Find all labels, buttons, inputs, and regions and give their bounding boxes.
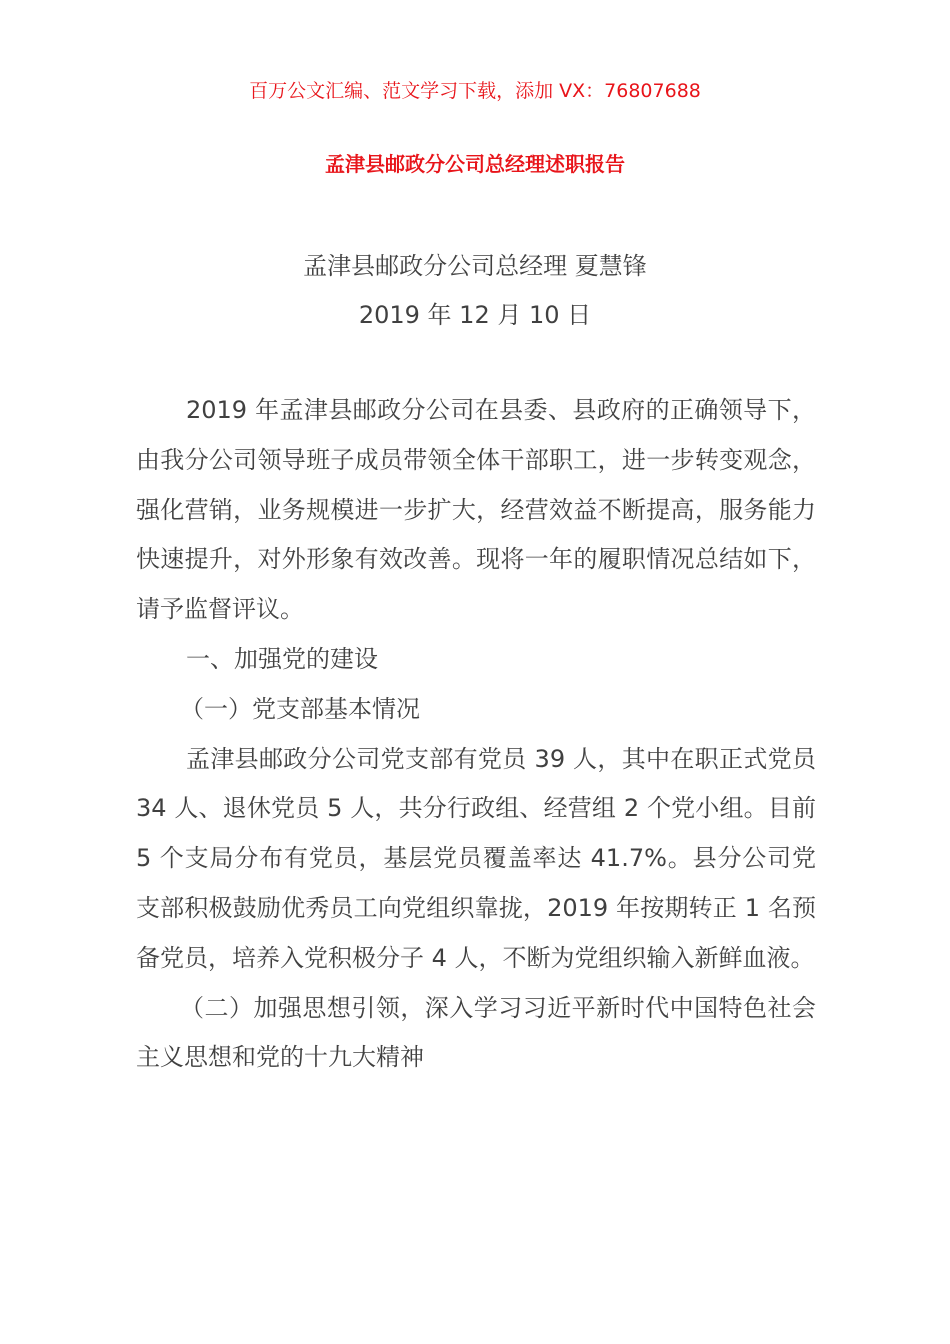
paragraph-party-branch: 孟津县邮政分公司党支部有党员 39 人，其中在职正式党员 34 人、退休党员 5 人，共分行政组、经营组 2 个党小组。目前 5 个支局分布有党员，基层党员覆盖率达 41.7%。县分公司党支部积极鼓励优秀员工向党组织靠拢，2019 年按期转正 1 名预备党员，培养入党积极分子 4 人，不断为党组织输入新鲜血液。 bbox=[136, 744, 816, 972]
paragraph-intro: 2019 年孟津县邮政分公司在县委、县政府的正确领导下，由我分公司领导班子成员带领全体干部职工，进一步转变观念，强化营销，业务规模进一步扩大，经营效益不断提高，服务能力快速提升，对外形象有效改善。现将一年的履职情况总结如下，请予监督评议。 bbox=[136, 396, 816, 624]
document-body bbox=[136, 386, 816, 1083]
section-heading-1: 一、加强党的建设 bbox=[186, 644, 378, 673]
date-line: 2019 年 12 月 10 日 bbox=[358, 301, 592, 329]
document-title: 孟津县邮政分公司总经理述职报告 bbox=[325, 152, 625, 176]
subsection-heading-1: （一）党支部基本情况 bbox=[180, 694, 420, 723]
header-note: 百万公文汇编、范文学习下载，添加 VX：76807688 bbox=[249, 80, 701, 102]
author-line: 孟津县邮政分公司总经理 夏慧锋 bbox=[303, 252, 647, 280]
subsection-heading-2: （二）加强思想引领，深入学习习近平新时代中国特色社会主义思想和党的十九大精神 bbox=[136, 993, 816, 1072]
